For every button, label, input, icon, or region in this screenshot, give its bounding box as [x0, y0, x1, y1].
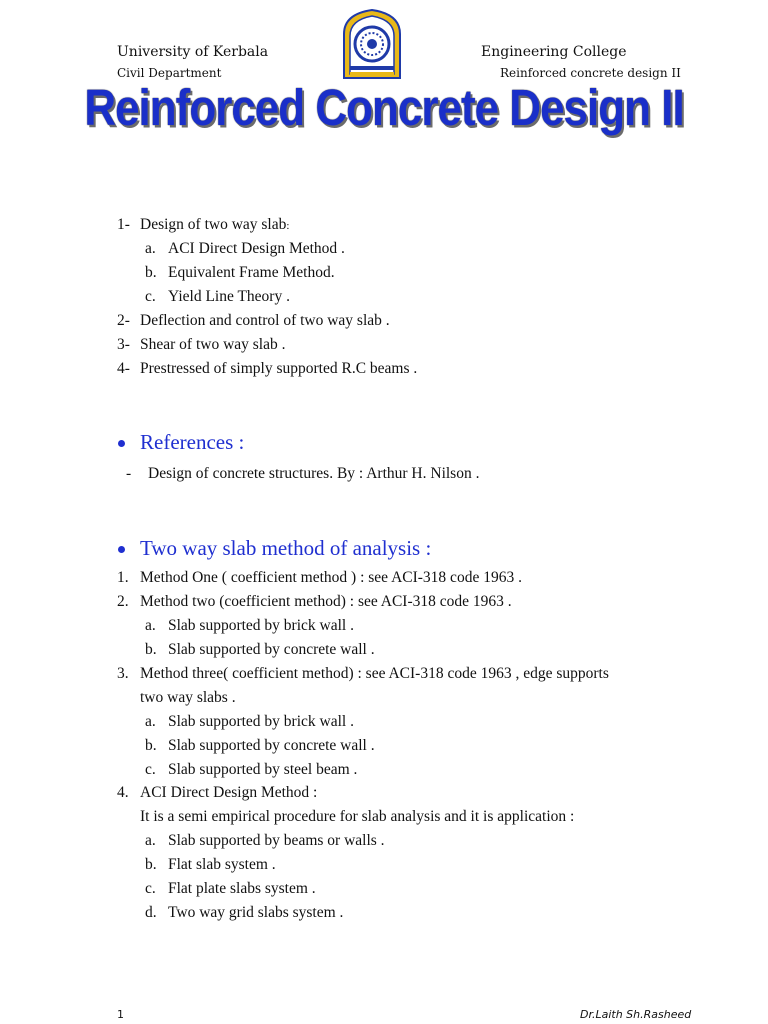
method-sub-line: Flat slab system . [168, 856, 276, 873]
syllabus-item-2: Deflection and control of two way slab . [140, 312, 390, 329]
syllabus-item-b: Equivalent Frame Method. [168, 264, 335, 281]
method-line: Method three( coefficient method) : see ACI-318 code 1963 , edge supports [140, 665, 609, 682]
syllabus-num-4: 4- [117, 360, 130, 377]
method-line-continued: two way slabs . [140, 689, 236, 706]
method-description: It is a semi empirical procedure for slab analysis and it is application : [140, 808, 575, 825]
syllabus-num-b: b. [145, 264, 157, 281]
method-sub-num: a. [145, 832, 156, 849]
method-sub-num: b. [145, 856, 157, 873]
page-number: 1 [117, 1008, 124, 1021]
university-logo-icon [340, 8, 404, 80]
syllabus-item-a: ACI Direct Design Method . [168, 240, 345, 257]
method-sub-num: c. [145, 761, 156, 778]
header-university: University of Kerbala [117, 44, 269, 60]
syllabus-num-2: 2- [117, 312, 130, 329]
syllabus-item-c: Yield Line Theory . [168, 288, 290, 305]
references-heading: References : [140, 430, 245, 454]
syllabus-item-1-text: Design of two way slab [140, 216, 287, 233]
syllabus-num-a: a. [145, 240, 156, 257]
method-sub-num: c. [145, 880, 156, 897]
page-title: Reinforced Concrete Design II [84, 80, 684, 137]
syllabus-num-1: 1- [117, 216, 130, 233]
method-sub-line: Slab supported by steel beam . [168, 761, 358, 778]
reference-item: Design of concrete structures. By : Arthur H. Nilson . [148, 465, 480, 482]
method-sub-num: d. [145, 904, 157, 921]
references-bullet-icon [118, 440, 125, 447]
syllabus-item-4: Prestressed of simply supported R.C beams . [140, 360, 418, 377]
method-sub-line: Two way grid slabs system . [168, 904, 344, 921]
syllabus-num-3: 3- [117, 336, 130, 353]
methods-heading: Two way slab method of analysis : [140, 536, 432, 560]
reference-dash: - [126, 465, 132, 482]
syllabus-item-3: Shear of two way slab . [140, 336, 286, 353]
header-course: Reinforced concrete design II [500, 66, 681, 80]
methods-bullet-icon [118, 546, 125, 553]
method-sub-line: Flat plate slabs system . [168, 880, 316, 897]
method-line: ACI Direct Design Method : [140, 784, 318, 801]
method-sub-line: Slab supported by beams or walls . [168, 832, 385, 849]
method-sub-num: a. [145, 713, 156, 730]
method-sub-line: Slab supported by concrete wall . [168, 737, 375, 754]
header-college: Engineering College [481, 44, 627, 60]
method-num: 3. [117, 665, 129, 682]
method-num: 1. [117, 569, 129, 586]
method-sub-num: a. [145, 617, 156, 634]
syllabus-item-1-suffix: : [286, 220, 290, 232]
syllabus-item-1 [140, 213, 289, 238]
method-sub-line: Slab supported by brick wall . [168, 713, 354, 730]
footer-author: Dr.Laith Sh.Rasheed [580, 1008, 692, 1021]
method-num: 4. [117, 784, 129, 801]
method-sub-line: Slab supported by concrete wall . [168, 641, 375, 658]
method-sub-line: Slab supported by brick wall . [168, 617, 354, 634]
method-sub-num: b. [145, 737, 157, 754]
method-num: 2. [117, 593, 129, 610]
syllabus-num-c: c. [145, 288, 156, 305]
method-line: Method two (coefficient method) : see ACI-318 code 1963 . [140, 593, 512, 610]
header-department: Civil Department [117, 66, 222, 80]
method-line: Method One ( coefficient method ) : see ACI-318 code 1963 . [140, 569, 522, 586]
method-sub-num: b. [145, 641, 157, 658]
